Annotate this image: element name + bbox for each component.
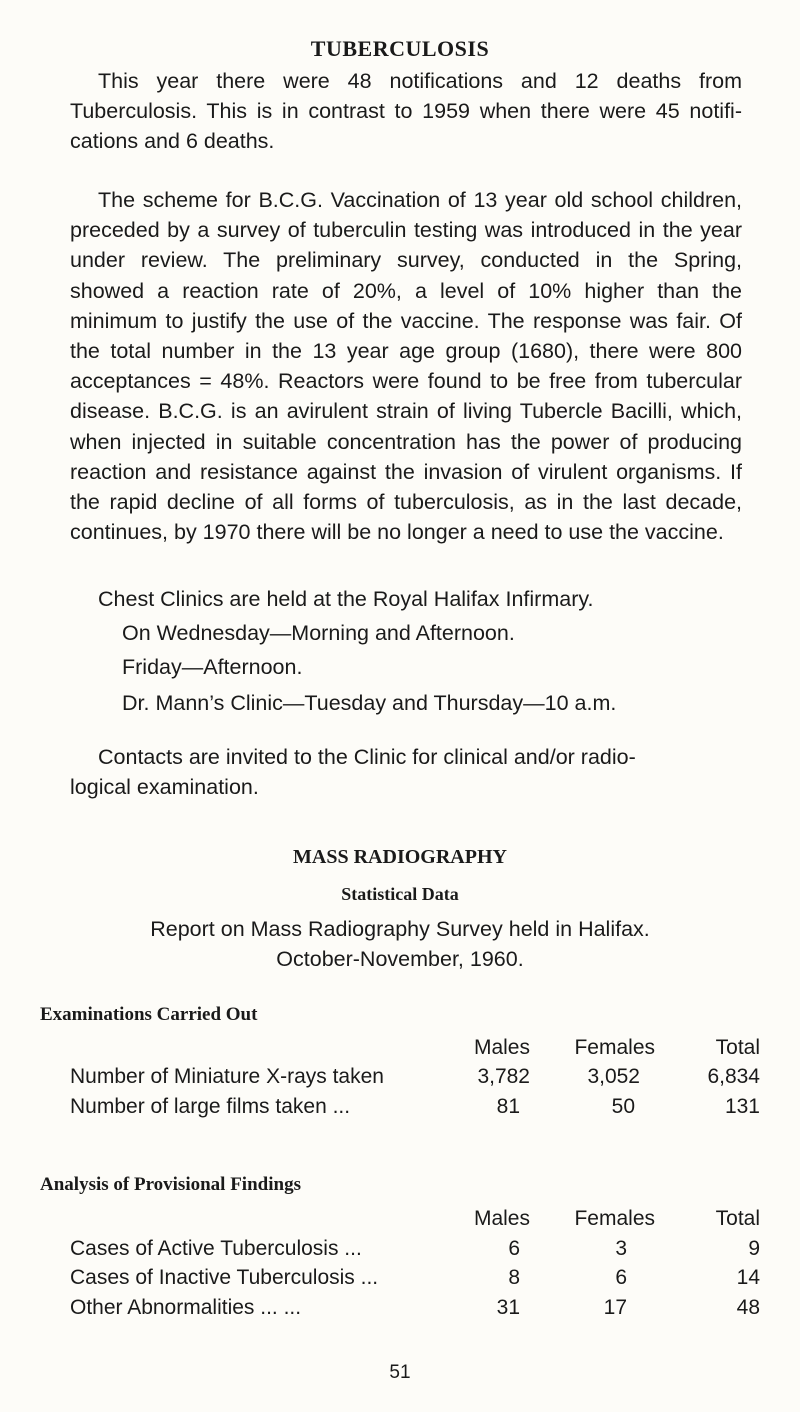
analysis-row-label: Other Abnormalities ... ... [70,1296,302,1319]
exam-col-total: Total [715,1036,760,1059]
report-line-2: October-November, 1960. [276,947,524,971]
analysis-row-males: 8 [508,1266,520,1289]
analysis-heading: Analysis of Provisional Findings [40,1174,301,1195]
paragraph-notifications: This year there were 48 notifications and 12 deaths from Tuberculosis. This is in contrast to 1959 when there were 45 notifi- cations and 6 deaths. [70,69,742,154]
clinics-friday: Friday—Afternoon. [122,655,303,679]
examinations-heading: Examinations Carried Out [40,1004,258,1025]
analysis-row-males: 31 [496,1296,520,1319]
exam-col-males: Males [473,1036,530,1059]
analysis-row-males: 6 [508,1237,520,1260]
exam-row-males: 81 [496,1095,520,1118]
mass-radiography-heading: MASS RADIOGRAPHY [293,846,507,868]
analysis-row-label: Cases of Inactive Tuberculosis ... [70,1266,379,1289]
exam-col-females: Females [574,1036,655,1059]
analysis-row-label: Cases of Active Tuberculosis ... [70,1237,362,1260]
exam-row-females: 50 [611,1095,635,1118]
contacts-line-1: Contacts are invited to the Clinic for clinical and/or radio- [98,745,636,769]
analysis-row-females: 3 [615,1237,627,1260]
page-number: 51 [389,1362,411,1383]
report-line-1: Report on Mass Radiography Survey held in Halifax. [150,917,650,941]
exam-row-label: Number of large films taken ... [70,1095,351,1118]
clinics-dr-mann: Dr. Mann’s Clinic—Tuesday and Thursday—10 a.m. [122,691,617,715]
exam-row-total: 6,834 [707,1065,760,1088]
analysis-row-total: 14 [736,1266,760,1289]
exam-row-label: Number of Miniature X-rays taken [70,1065,384,1088]
contacts-line-2: logical examination. [70,775,259,799]
analysis-row-females: 17 [603,1296,627,1319]
paragraph-bcg-scheme: The scheme for B.C.G. Vaccination of 13 year old school children, preceded by a survey of tuberculin testing was introduced in the year under review. The preliminary survey, conducted in the Spring, showed a reaction rate of 20%, a level of 10% higher than the minimum to justify the use of the vaccine. The response was fair. Of the total number in the 13 year age group (1680), there were 800 acceptances = 48%. Reactors were found to be free from tubercular disease. B.C.G. is an avirulent strain of living Tubercle Bacilli, which, when injected in suitable concentration has the power of producing reaction and resistance against the invasion of virulent organisms. If the rapid decline of all forms of tuberculosis, as in the last decade, continues, by 1970 there will be no longer a need to use the vaccine. [70,188,742,545]
clinics-wednesday: On Wednesday—Morning and Afternoon. [122,621,515,645]
analysis-col-females: Females [574,1207,655,1230]
page-title: TUBERCULOSIS [310,36,490,61]
analysis-col-males: Males [473,1207,530,1230]
analysis-row-total: 9 [748,1237,760,1260]
exam-row-males: 3,782 [477,1065,530,1088]
analysis-row-total: 48 [736,1296,760,1319]
analysis-col-total: Total [715,1207,760,1230]
exam-row-total: 131 [724,1095,760,1118]
exam-row-females: 3,052 [587,1065,640,1088]
clinics-intro: Chest Clinics are held at the Royal Halifax Infirmary. [98,587,594,611]
statistical-data-subheading: Statistical Data [341,884,459,904]
analysis-row-females: 6 [615,1266,627,1289]
